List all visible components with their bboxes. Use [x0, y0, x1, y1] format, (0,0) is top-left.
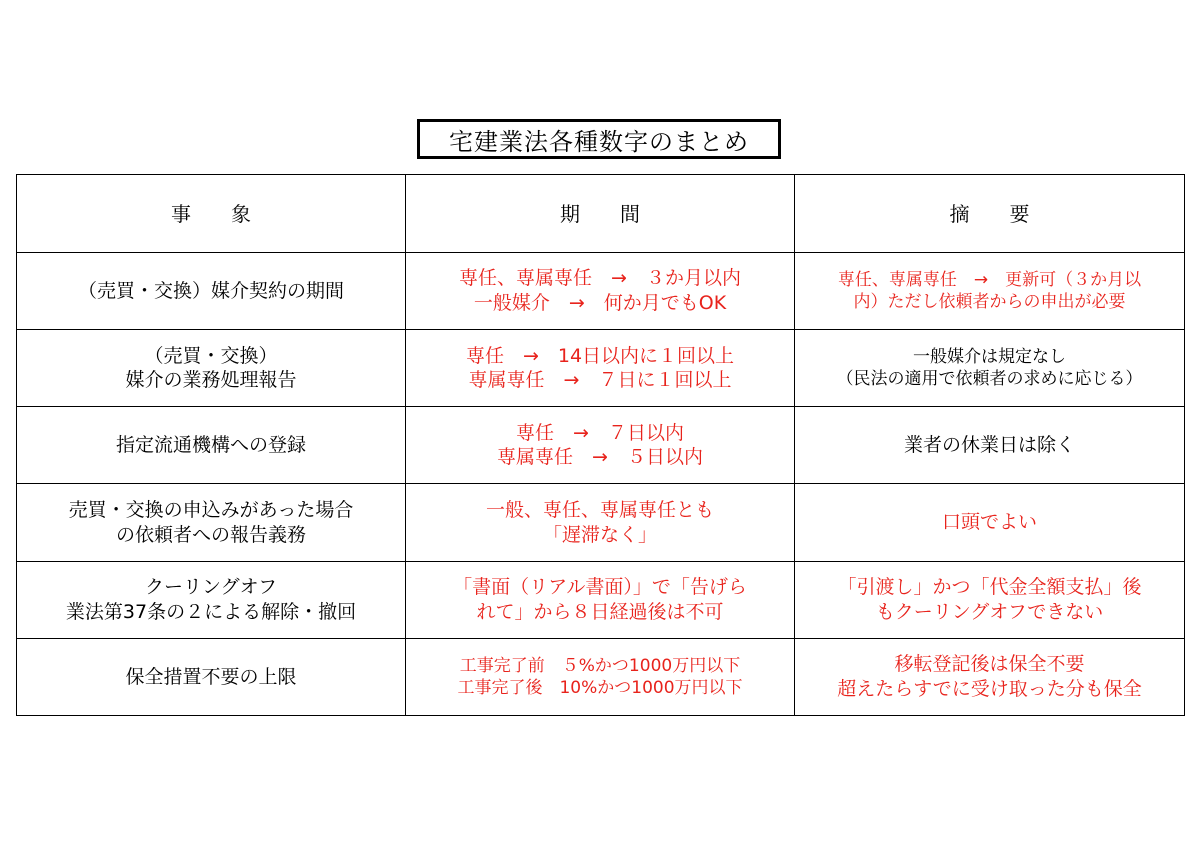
event-cell: （売買・交換） 媒介の業務処理報告 — [17, 330, 406, 407]
summary-cell: 移転登記後は保全不要 超えたらすでに受け取った分も保全 — [795, 638, 1185, 715]
summary-cell: 口頭でよい — [795, 484, 1185, 561]
period-cell: 工事完了前 ５%かつ1000万円以下 工事完了後 10%かつ1000万円以下 — [406, 638, 795, 715]
table-row — [17, 561, 1185, 638]
header-period: 期間 — [406, 175, 795, 253]
summary-cell: 専任、専属専任 → 更新可（３か月以 内）ただし依頼者からの申出が必要 — [795, 253, 1185, 330]
table-row — [17, 407, 1185, 484]
header-summary: 摘要 — [795, 175, 1185, 253]
event-cell: （売買・交換）媒介契約の期間 — [17, 253, 406, 330]
summary-table — [16, 174, 1185, 716]
period-cell: 専任 → 14日以内に１回以上 専属専任 → ７日に１回以上 — [406, 330, 795, 407]
summary-cell: 「引渡し」かつ「代金全額支払」後 もクーリングオフできない — [795, 561, 1185, 638]
summary-cell: 業者の休業日は除く — [795, 407, 1185, 484]
header-event: 事象 — [17, 175, 406, 253]
table-row — [17, 253, 1185, 330]
event-cell: 指定流通機構への登録 — [17, 407, 406, 484]
period-cell: 「書面（リアル書面）」で「告げら れて」から８日経過後は不可 — [406, 561, 795, 638]
table-row — [17, 330, 1185, 407]
header-row — [17, 175, 1185, 253]
event-cell: クーリングオフ 業法第37条の２による解除・撤回 — [17, 561, 406, 638]
period-cell: 専任 → ７日以内 専属専任 → ５日以内 — [406, 407, 795, 484]
event-cell: 売買・交換の申込みがあった場合 の依頼者への報告義務 — [17, 484, 406, 561]
period-cell: 専任、専属専任 → ３か月以内 一般媒介 → 何か月でもOK — [406, 253, 795, 330]
event-cell: 保全措置不要の上限 — [17, 638, 406, 715]
period-cell: 一般、専任、専属専任とも 「遅滞なく」 — [406, 484, 795, 561]
table-row — [17, 484, 1185, 561]
summary-cell: 一般媒介は規定なし （民法の適用で依頼者の求めに応じる） — [795, 330, 1185, 407]
document-title: 宅建業法各種数字のまとめ — [417, 119, 781, 159]
table-row — [17, 638, 1185, 715]
